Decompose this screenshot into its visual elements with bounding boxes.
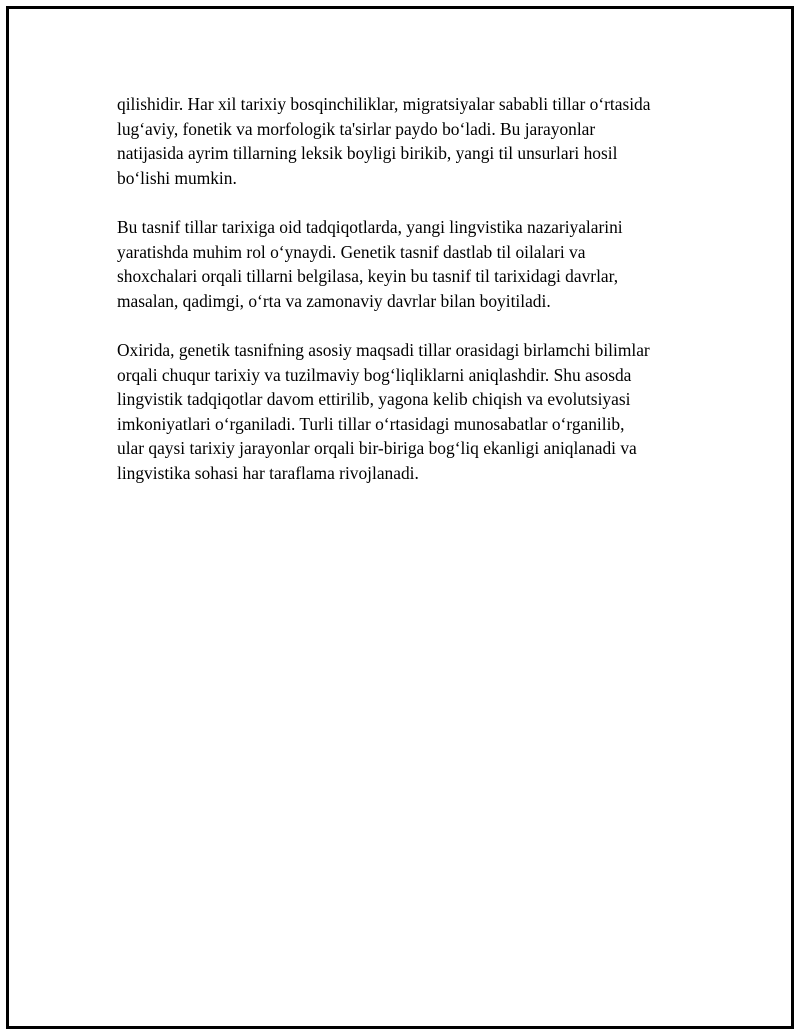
document-body [117, 92, 697, 510]
text-line: lingvistika sohasi har taraflama rivojlanadi. [117, 462, 419, 483]
text-line: shoxchalari orqali tillarni belgilasa, keyin bu tasnif til tarixidagi davrlar, [117, 266, 619, 287]
paragraph-3 [117, 338, 697, 486]
text-line: ular qaysi tarixiy jarayonlar orqali bir-biriga bog‘liq ekanligi aniqlanadi va [117, 438, 637, 459]
text-line: natijasida ayrim tillarning leksik boyligi birikib, yangi til unsurlari hosil [117, 143, 618, 164]
text-line: imkoniyatlari o‘rganiladi. Turli tillar o‘rtasidagi munosabatlar o‘rganilib, [117, 413, 625, 434]
text-line: lug‘aviy, fonetik va morfologik ta'sirlar paydo bo‘ladi. Bu jarayonlar [117, 118, 596, 139]
text-line: lingvistik tadqiqotlar davom ettirilib, yagona kelib chiqish va evolutsiyasi [117, 389, 631, 410]
paragraph-2 [117, 215, 697, 313]
text-line: Oxirida, genetik tasnifning asosiy maqsadi tillar orasidagi birlamchi bilimlar [117, 339, 650, 360]
text-line: qilishidir. Har xil tarixiy bosqinchiliklar, migratsiyalar sababli tillar o‘rtasida [117, 94, 651, 114]
text-line: orqali chuqur tarixiy va tuzilmaviy bog‘liqliklarni aniqlashdir. Shu asosda [117, 364, 632, 385]
paragraph-1 [117, 92, 697, 190]
text-line: bo‘lishi mumkin. [117, 167, 237, 188]
text-line: yaratishda muhim rol o‘ynaydi. Genetik tasnif dastlab til oilalari va [117, 241, 586, 262]
text-line: masalan, qadimgi, o‘rta va zamonaviy davrlar bilan boyitiladi. [117, 290, 551, 311]
text-line: Bu tasnif tillar tarixiga oid tadqiqotlarda, yangi lingvistika nazariyalarini [117, 216, 623, 237]
